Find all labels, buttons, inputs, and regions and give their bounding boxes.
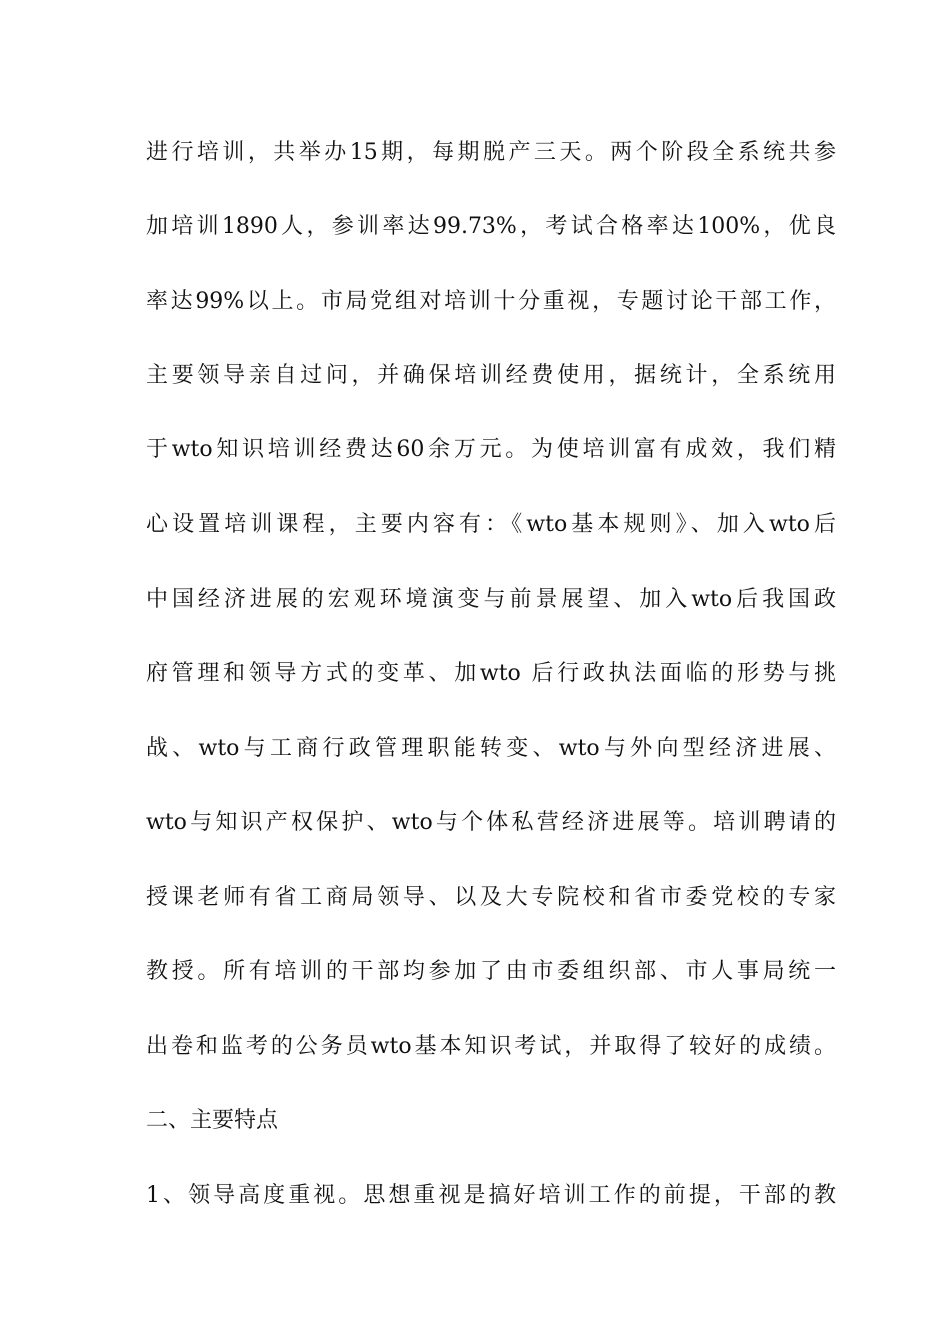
- paragraph-line: 心设置培训课程，主要内容有：《wto基本规则》、加入wto后: [146, 512, 836, 537]
- paragraph-line: 于wto知识培训经费达60余万元。为使培训富有成效，我们精: [146, 437, 836, 462]
- paragraph-line: 战、wto与工商行政管理职能转变、wto与外向型经济进展、: [146, 736, 836, 761]
- paragraph-line: 中国经济进展的宏观环境演变与前景展望、加入wto后我国政: [146, 587, 836, 612]
- paragraph-line: 府管理和领导方式的变革、加wto 后行政执法面临的形势与挑: [146, 661, 836, 686]
- paragraph-line: 授课老师有省工商局领导、以及大专院校和省市委党校的专家: [146, 885, 836, 910]
- paragraph-line: wto与知识产权保护、wto与个体私营经济进展等。培训聘请的: [146, 810, 836, 835]
- paragraph-line: 进行培训，共举办15期，每期脱产三天。两个阶段全系统共参: [146, 140, 836, 165]
- paragraph-line: 率达99%以上。市局党组对培训十分重视，专题讨论干部工作，: [146, 289, 836, 314]
- section-heading: 二、主要特点: [146, 1108, 279, 1133]
- paragraph-line: 加培训1890人，参训率达99.73%，考试合格率达100%，优良: [146, 214, 836, 239]
- paragraph-line: 出卷和监考的公务员wto基本知识考试，并取得了较好的成绩。: [146, 1034, 836, 1059]
- paragraph-line: 教授。所有培训的干部均参加了由市委组织部、市人事局统一: [146, 959, 836, 984]
- paragraph-line: 主要领导亲自过问，并确保培训经费使用，据统计，全系统用: [146, 363, 836, 388]
- paragraph-line: 1、领导高度重视。思想重视是搞好培训工作的前提，干部的教: [146, 1183, 836, 1208]
